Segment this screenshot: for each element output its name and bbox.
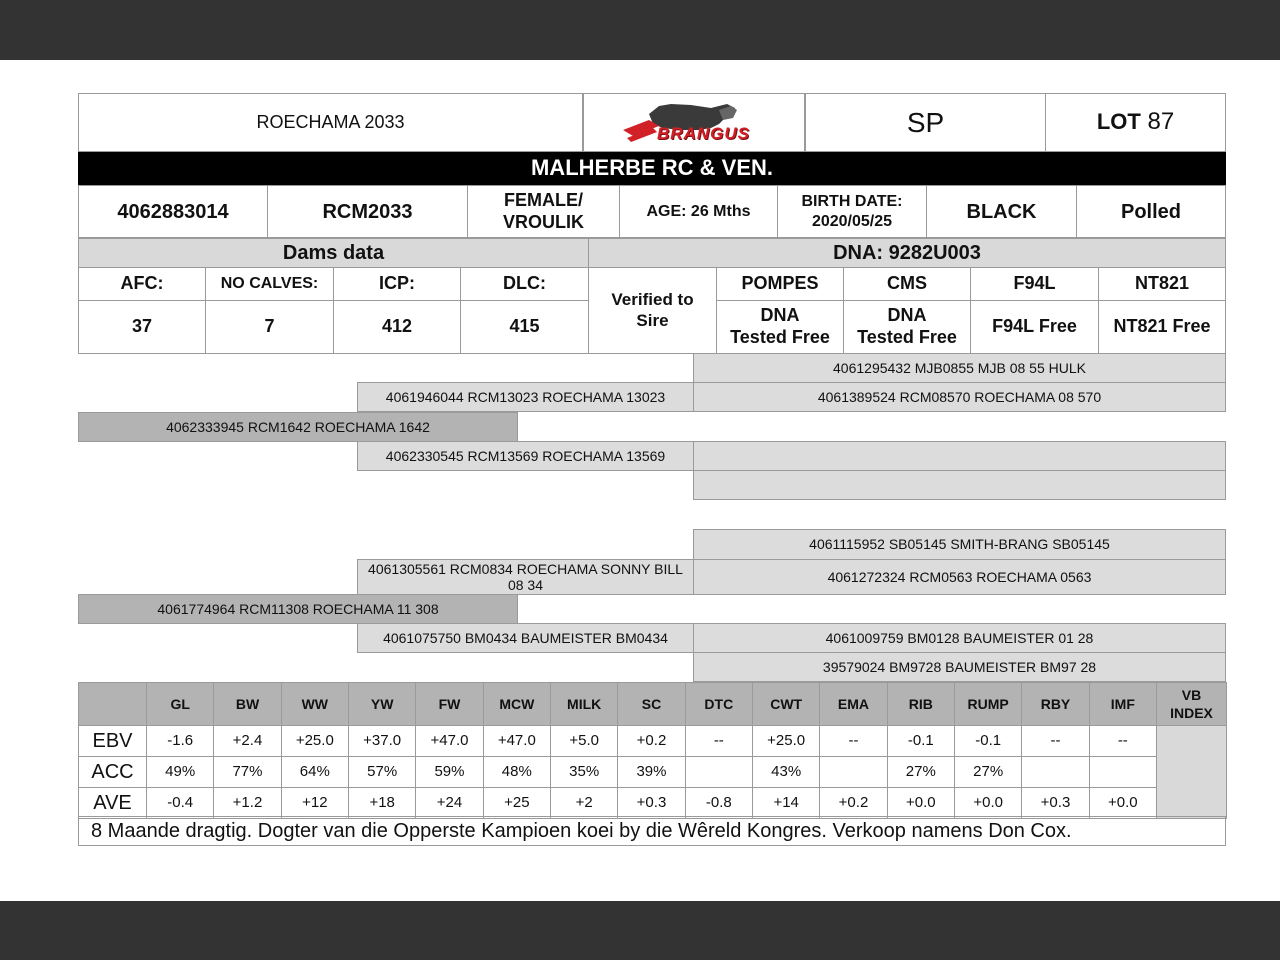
ebv-cell: --	[1021, 725, 1089, 757]
ebv-row-label-ave: AVE	[78, 787, 147, 819]
ebv-header-rump: RUMP	[954, 682, 1022, 726]
ebv-cell: --	[685, 725, 753, 757]
ebv-cell: +2.4	[213, 725, 281, 757]
ebv-header-mcw: MCW	[483, 682, 551, 726]
ebv-cell	[1089, 756, 1157, 788]
ebv-cell: 43%	[752, 756, 820, 788]
ebv-header-yw: YW	[348, 682, 416, 726]
ebv-header-ww: WW	[281, 682, 349, 726]
ebv-cell: 27%	[887, 756, 955, 788]
pedigree-sire-dam: 4062330545 RCM13569 ROECHAMA 13569	[357, 441, 694, 471]
dna-value-nt821: NT821 Free	[1098, 300, 1226, 354]
ebv-cell: +2	[550, 787, 618, 819]
ebv-header-cwt: CWT	[752, 682, 820, 726]
pedigree-dam-dam-dam: 39579024 BM9728 BAUMEISTER BM97 28	[693, 652, 1226, 682]
animal-name: ROECHAMA 2033	[78, 93, 583, 152]
ebv-cell: +0.2	[819, 787, 887, 819]
dams-header-afc: AFC:	[78, 267, 206, 301]
dams-value-no-calves: 7	[205, 300, 334, 354]
dams-header-dlc: DLC:	[460, 267, 589, 301]
lot-number: 87	[1147, 108, 1175, 136]
pedigree-dam-dam: 4061075750 BM0434 BAUMEISTER BM0434	[357, 623, 694, 653]
dams-value-icp: 412	[333, 300, 461, 354]
ebv-cell: +5.0	[550, 725, 618, 757]
ebv-cell: +47.0	[415, 725, 483, 757]
ebv-header-rby: RBY	[1021, 682, 1089, 726]
ebv-cell	[685, 756, 753, 788]
ebv-cell: +0.3	[1021, 787, 1089, 819]
dna-value-f94l: F94L Free	[970, 300, 1099, 354]
ebv-header-corner	[78, 682, 147, 726]
ebv-cell: +37.0	[348, 725, 416, 757]
ebv-cell: +18	[348, 787, 416, 819]
ebv-header-vb-index: VB INDEX	[1156, 682, 1227, 726]
ebv-header-dtc: DTC	[685, 682, 753, 726]
dna-header-nt821: NT821	[1098, 267, 1226, 301]
ebv-cell: 64%	[281, 756, 349, 788]
lot-label: LOT	[1096, 109, 1141, 135]
pedigree-sire-sire-sire: 4061295432 MJB0855 MJB 08 55 HULK	[693, 353, 1226, 383]
ebv-cell: -0.4	[146, 787, 214, 819]
brangus-logo	[583, 93, 805, 152]
pedigree-sire-dam-sire	[693, 441, 1226, 471]
dams-header-icp: ICP:	[333, 267, 461, 301]
ebv-cell: +47.0	[483, 725, 551, 757]
animal-code: RCM2033	[267, 185, 468, 238]
horn-status: Polled	[1076, 185, 1226, 238]
ebv-cell: +0.0	[887, 787, 955, 819]
verified-to-sire: Verified to Sire	[588, 267, 717, 354]
ebv-cell: --	[819, 725, 887, 757]
pedigree-sire: 4062333945 RCM1642 ROECHAMA 1642	[78, 412, 518, 442]
ebv-row-label-ebv: EBV	[78, 725, 147, 757]
ebv-header-milk: MILK	[550, 682, 618, 726]
pedigree-dam-sire-dam: 4061272324 RCM0563 ROECHAMA 0563	[693, 559, 1226, 595]
ebv-cell: 57%	[348, 756, 416, 788]
ebv-cell: +25.0	[281, 725, 349, 757]
ebv-vb-index-value	[1156, 725, 1227, 819]
ebv-cell: -0.1	[887, 725, 955, 757]
ebv-cell	[1021, 756, 1089, 788]
dna-header-f94l: F94L	[970, 267, 1099, 301]
ebv-cell: +0.2	[617, 725, 685, 757]
ebv-cell: -1.6	[146, 725, 214, 757]
ebv-cell: +25	[483, 787, 551, 819]
ebv-cell: +0.3	[617, 787, 685, 819]
category: SP	[805, 93, 1046, 152]
ebv-cell: 35%	[550, 756, 618, 788]
ebv-cell: 27%	[954, 756, 1022, 788]
ebv-row-label-acc: ACC	[78, 756, 147, 788]
ebv-cell: -0.1	[954, 725, 1022, 757]
dna-header-cms: CMS	[843, 267, 971, 301]
top-bar	[0, 0, 1280, 60]
dams-data-title: Dams data	[78, 238, 589, 268]
ebv-cell: 49%	[146, 756, 214, 788]
animal-id: 4062883014	[78, 185, 268, 238]
ebv-cell: 39%	[617, 756, 685, 788]
pedigree-sire-dam-dam	[693, 470, 1226, 500]
ebv-cell: +0.0	[1089, 787, 1157, 819]
ebv-header-bw: BW	[213, 682, 281, 726]
ebv-cell: 48%	[483, 756, 551, 788]
pedigree-dam: 4061774964 RCM11308 ROECHAMA 11 308	[78, 594, 518, 624]
animal-sex: FEMALE/ VROULIK	[467, 185, 620, 238]
ebv-cell: --	[1089, 725, 1157, 757]
ebv-cell: 59%	[415, 756, 483, 788]
pedigree-sire-sire: 4061946044 RCM13023 ROECHAMA 13023	[357, 382, 694, 412]
ebv-header-sc: SC	[617, 682, 685, 726]
ebv-cell: +25.0	[752, 725, 820, 757]
ebv-header-fw: FW	[415, 682, 483, 726]
dams-value-dlc: 415	[460, 300, 589, 354]
dna-value-cms: DNA Tested Free	[843, 300, 971, 354]
dams-value-afc: 37	[78, 300, 206, 354]
dna-header-pompes: POMPES	[716, 267, 844, 301]
brand-text: BRANGUS	[657, 123, 750, 143]
pedigree-dam-sire-sire: 4061115952 SB05145 SMITH-BRANG SB05145	[693, 529, 1226, 560]
ebv-cell	[819, 756, 887, 788]
ebv-header-ema: EMA	[819, 682, 887, 726]
ebv-header-rib: RIB	[887, 682, 955, 726]
lot-comment: 8 Maande dragtig. Dogter van die Opperste Kampioen koei by die Wêreld Kongres. Verkoop namens Don Cox.	[78, 816, 1226, 846]
dna-title: DNA: 9282U003	[588, 238, 1226, 268]
ebv-cell: 77%	[213, 756, 281, 788]
bottom-bar	[0, 901, 1280, 960]
dams-header-no-calves: NO CALVES:	[205, 267, 334, 301]
ebv-cell: +0.0	[954, 787, 1022, 819]
pedigree-dam-sire: 4061305561 RCM0834 ROECHAMA SONNY BILL 08 34	[357, 559, 694, 595]
ebv-cell: +24	[415, 787, 483, 819]
pedigree-dam-dam-sire: 4061009759 BM0128 BAUMEISTER 01 28	[693, 623, 1226, 653]
birth-date: BIRTH DATE: 2020/05/25	[777, 185, 927, 238]
ebv-header-imf: IMF	[1089, 682, 1157, 726]
ebv-cell: +12	[281, 787, 349, 819]
ebv-header-gl: GL	[146, 682, 214, 726]
ebv-cell: -0.8	[685, 787, 753, 819]
ebv-cell: +14	[752, 787, 820, 819]
animal-age: AGE: 26 Mths	[619, 185, 778, 238]
ebv-cell: +1.2	[213, 787, 281, 819]
animal-color: BLACK	[926, 185, 1077, 238]
pedigree-sire-sire-dam: 4061389524 RCM08570 ROECHAMA 08 570	[693, 382, 1226, 412]
dna-value-pompes: DNA Tested Free	[716, 300, 844, 354]
owner-banner: MALHERBE RC & VEN.	[78, 152, 1226, 185]
lot-box	[1045, 93, 1226, 152]
